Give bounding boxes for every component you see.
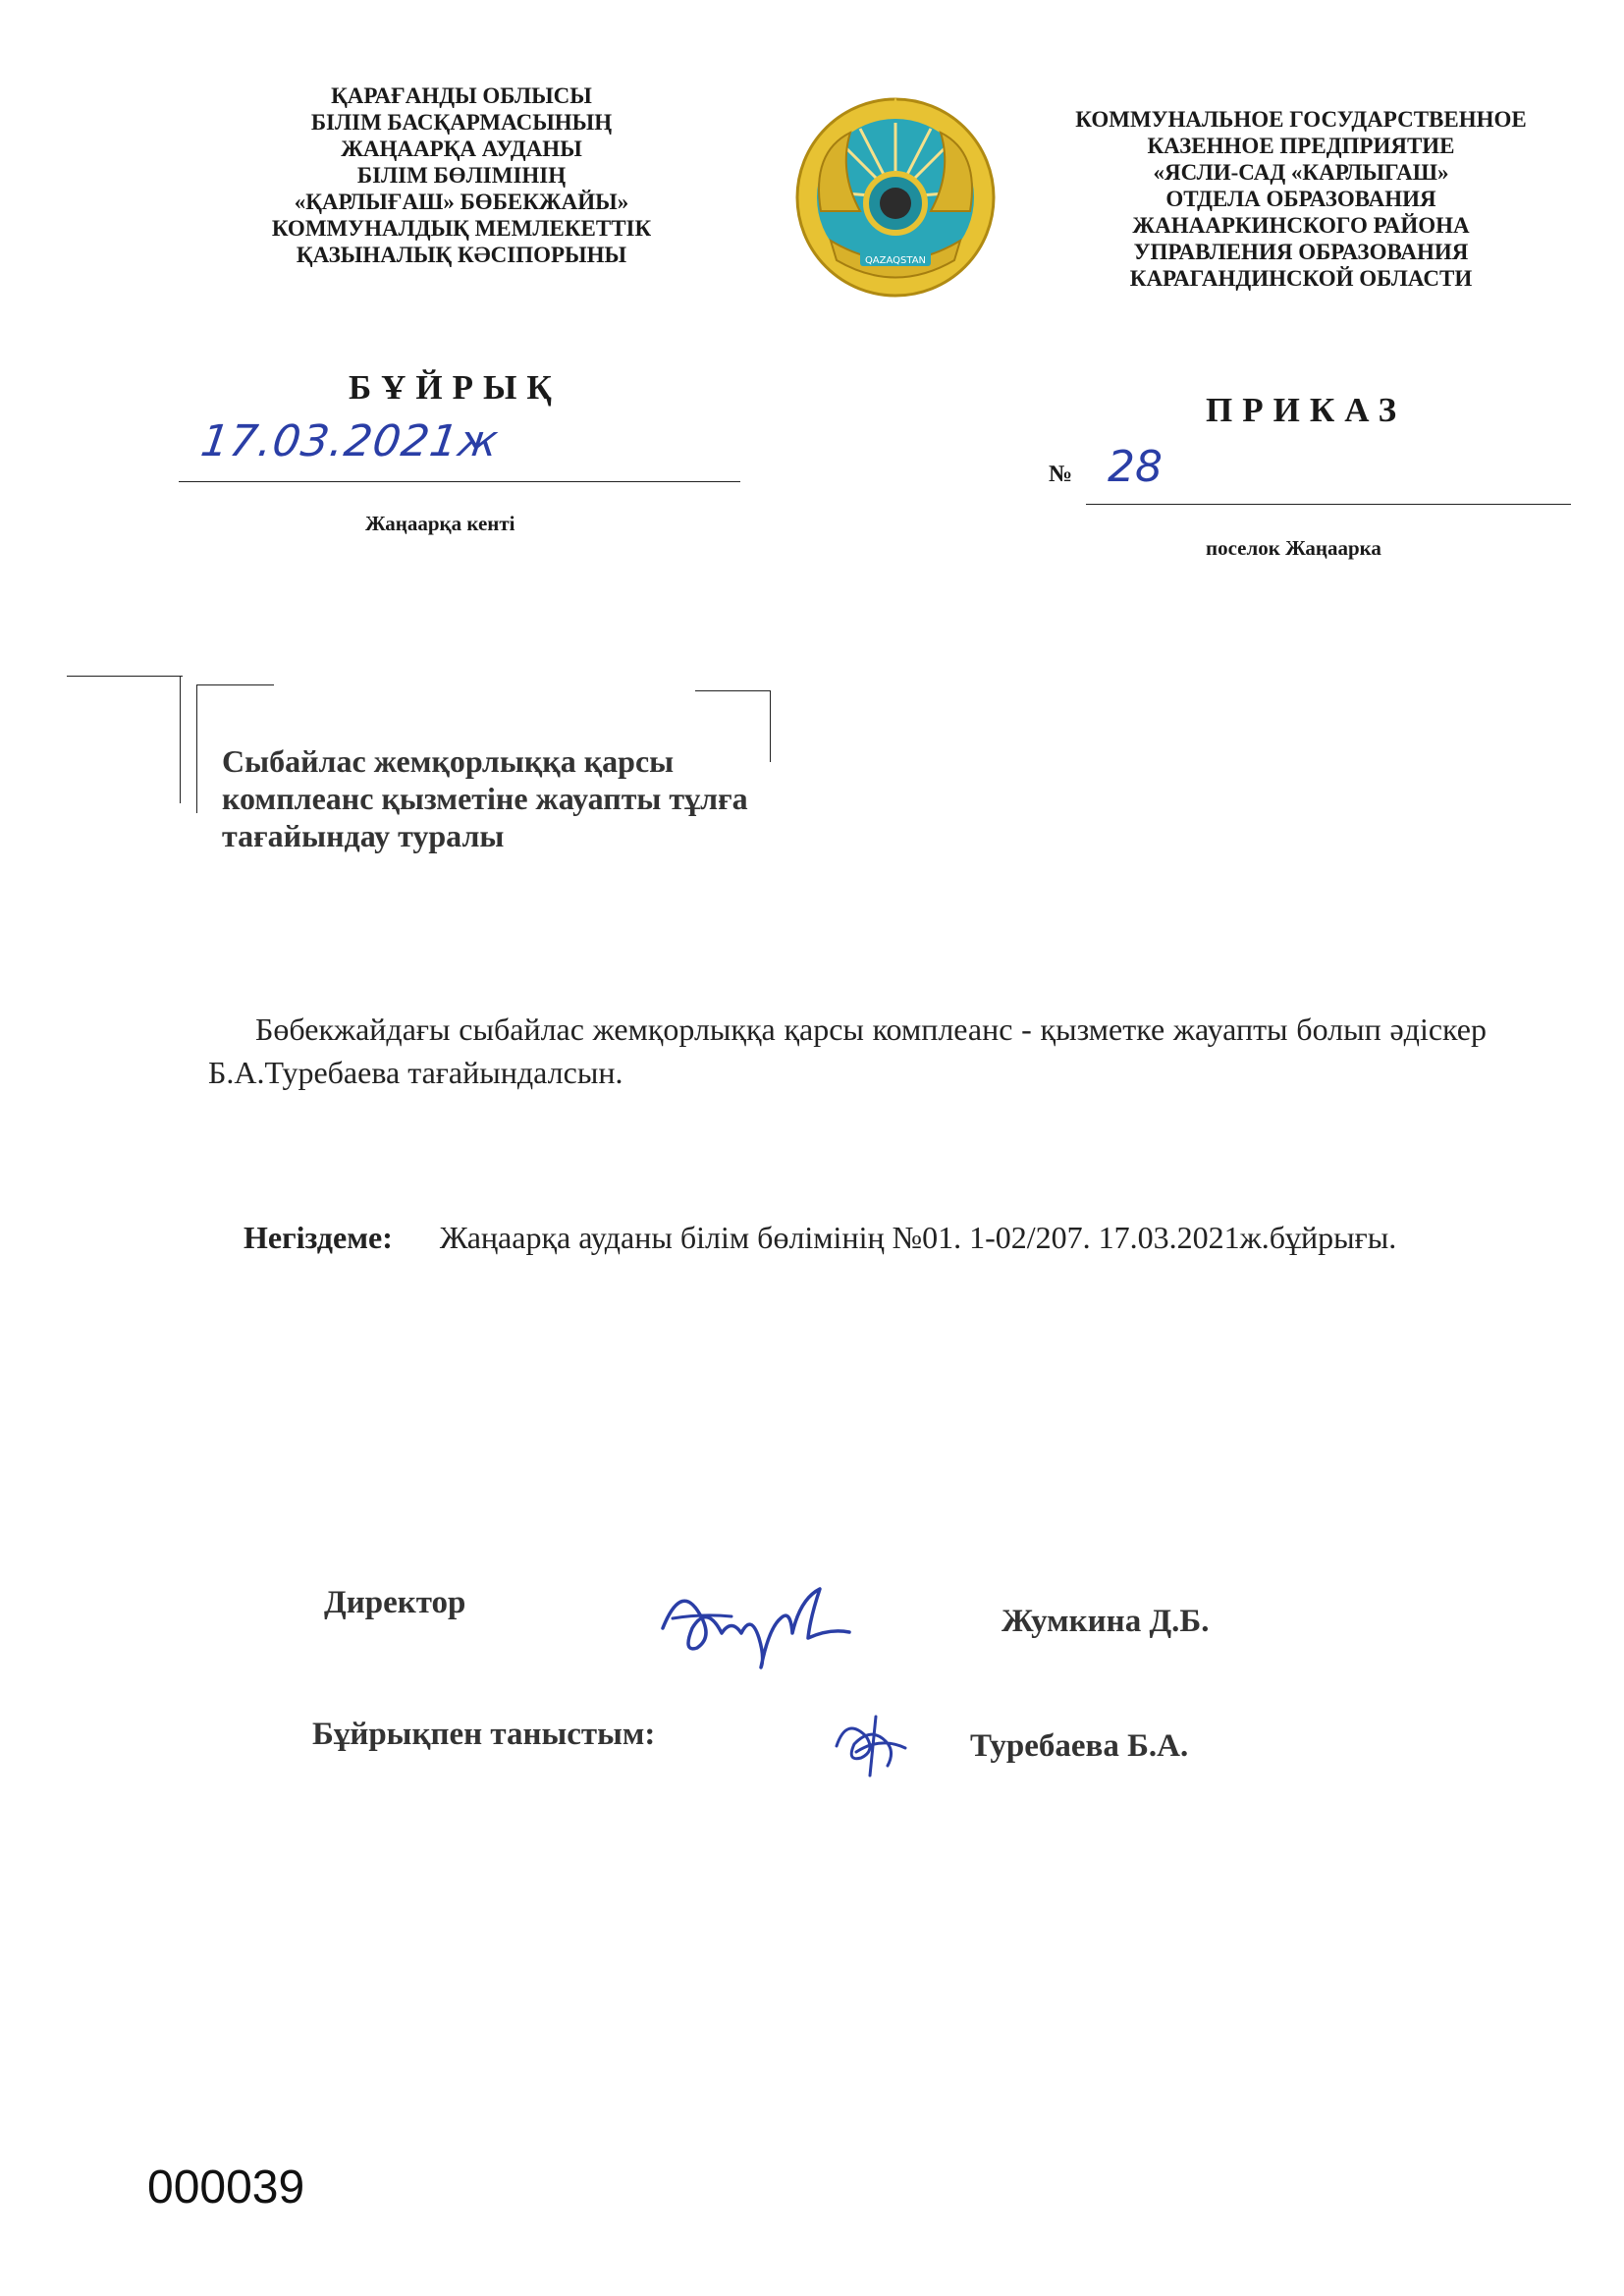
- basis-label: Негіздеме:: [244, 1220, 393, 1255]
- document-serial-number: 000039: [147, 2161, 305, 2214]
- subject-bracket-line: [67, 676, 183, 677]
- header-ru-line: КАЗЕННОЕ ПРЕДПРИЯТИЕ: [1147, 134, 1455, 158]
- order-title-kz: БҰЙРЫҚ: [349, 368, 562, 407]
- header-ru-line: КАРАГАНДИНСКОЙ ОБЛАСТИ: [1129, 266, 1473, 291]
- order-number-handwritten: 28: [1108, 442, 1163, 492]
- header-kz: [245, 82, 677, 268]
- order-subject: Сыбайлас жемқорлыққа қарсы комплеанс қызметіне жауапты тұлға тағайындау туралы: [222, 743, 748, 853]
- header-kz-line: ЖАҢААРҚА АУДАНЫ: [341, 137, 582, 161]
- director-signature-icon: [643, 1559, 869, 1677]
- acknowledgement-label: Бұйрықпен таныстым:: [312, 1717, 656, 1752]
- date-underline: [179, 481, 740, 482]
- header-ru-line: ОТДЕЛА ОБРАЗОВАНИЯ: [1165, 187, 1436, 211]
- header-kz-line: БІЛІМ БӨЛІМІНІҢ: [356, 163, 567, 188]
- basis-paragraph: [208, 1216, 1487, 1259]
- header-kz-line: ҚАРАҒАНДЫ ОБЛЫСЫ: [331, 83, 592, 108]
- header-ru-line: УПРАВЛЕНИЯ ОБРАЗОВАНИЯ: [1133, 240, 1469, 264]
- header-ru-line: ЖАНААРКИНСКОГО РАЙОНА: [1132, 213, 1470, 238]
- place-kz: Жаңаарқа кенті: [365, 512, 515, 535]
- subject-bracket-line: [180, 676, 181, 803]
- header-ru-line: КОММУНАЛЬНОЕ ГОСУДАРСТВЕННОЕ: [1075, 107, 1527, 132]
- place-ru: поселок Жаңаарка: [1206, 536, 1381, 560]
- body-paragraph: Бөбекжайдағы сыбайлас жемқорлыққа қарсы комплеанс - қызметке жауапты болып әдіскер Б.А.Туребаева тағайындалсын.: [208, 1011, 1487, 1090]
- header-kz-line: БІЛІМ БАСҚАРМАСЫНЫҢ: [310, 110, 613, 135]
- state-emblem-icon: [791, 93, 1000, 301]
- order-date-handwritten: 17.03.2021ж: [197, 416, 503, 466]
- number-underline: [1086, 504, 1571, 505]
- header-kz-line: КОММУНАЛДЫҚ МЕМЛЕКЕТТІК: [271, 216, 652, 241]
- header-kz-line: «ҚАРЛЫҒАШ» БӨБЕКЖАЙЫ»: [294, 190, 629, 214]
- director-name: Жумкина Д.Б.: [1001, 1604, 1210, 1639]
- header-ru: [1031, 106, 1571, 292]
- order-title-ru: ПРИКАЗ: [1206, 391, 1407, 429]
- header-ru-line: «ЯСЛИ-САД «КАРЛЫГАШ»: [1153, 160, 1449, 185]
- acknowledgement-signature-icon: [827, 1697, 915, 1785]
- director-label: Директор: [324, 1585, 466, 1620]
- header-kz-line: ҚАЗЫНАЛЫҚ КӘСІПОРЫНЫ: [296, 243, 627, 267]
- basis-text: Жаңаарқа ауданы білім бөлімінің №01. 1-02/207. 17.03.2021ж.бұйрығы.: [439, 1220, 1397, 1255]
- acknowledgement-name: Туребаева Б.А.: [970, 1728, 1189, 1764]
- order-number-sign: №: [1049, 462, 1073, 487]
- emblem-text: QAZAQSTAN: [864, 255, 927, 266]
